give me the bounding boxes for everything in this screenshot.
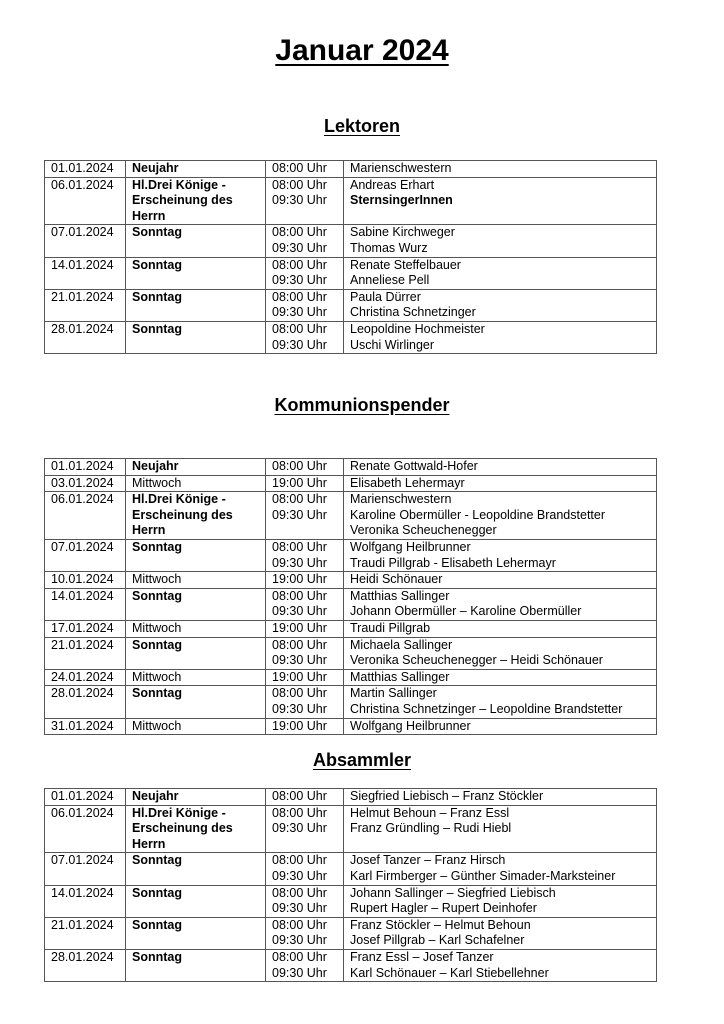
day-cell: Sonntag xyxy=(126,853,266,885)
name-text: Matthias Sallinger xyxy=(350,588,450,603)
time-text: 08:00 Uhr xyxy=(272,885,327,900)
date-cell: 03.01.2024 xyxy=(45,475,126,492)
date-cell: 06.01.2024 xyxy=(45,805,126,853)
time-cell xyxy=(266,289,344,321)
time-cell xyxy=(266,949,344,981)
names-cell xyxy=(344,572,657,589)
table-row xyxy=(45,225,657,257)
day-cell: Neujahr xyxy=(126,789,266,806)
names-cell xyxy=(344,885,657,917)
name-text: Franz Gründling – Rudi Hiebl xyxy=(350,821,512,836)
time-text: 09:30 Uhr xyxy=(272,653,327,668)
time-text: 09:30 Uhr xyxy=(272,273,327,288)
day-cell: Sonntag xyxy=(126,917,266,949)
name-text: Renate Steffelbauer xyxy=(350,257,461,272)
day-cell: Sonntag xyxy=(126,588,266,620)
date-cell: 28.01.2024 xyxy=(45,686,126,718)
lektoren-table xyxy=(44,160,657,354)
date-cell: 21.01.2024 xyxy=(45,917,126,949)
table-row xyxy=(45,917,657,949)
name-text: Franz Essl – Josef Tanzer xyxy=(350,949,494,964)
day-cell: Neujahr xyxy=(126,161,266,178)
table-row xyxy=(45,669,657,686)
day-cell: Hl.Drei Könige - Erscheinung des Herrn xyxy=(126,805,266,853)
names-cell xyxy=(344,686,657,718)
names-cell xyxy=(344,225,657,257)
time-text: 08:00 Uhr xyxy=(272,686,327,701)
time-text: 08:00 Uhr xyxy=(272,637,327,652)
names-cell xyxy=(344,492,657,540)
date-cell: 21.01.2024 xyxy=(45,289,126,321)
date-cell: 06.01.2024 xyxy=(45,492,126,540)
time-cell xyxy=(266,572,344,589)
name-text: Anneliese Pell xyxy=(350,273,430,288)
date-cell: 31.01.2024 xyxy=(45,718,126,735)
name-text: Veronika Scheuchenegger xyxy=(350,523,497,538)
time-cell xyxy=(266,492,344,540)
table-row xyxy=(45,177,657,225)
names-cell xyxy=(344,257,657,289)
absammler-table xyxy=(44,788,657,982)
table-row xyxy=(45,539,657,571)
name-text: Josef Pillgrab – Karl Schafelner xyxy=(350,933,525,948)
day-cell: Sonntag xyxy=(126,885,266,917)
date-cell: 10.01.2024 xyxy=(45,572,126,589)
date-cell: 24.01.2024 xyxy=(45,669,126,686)
time-cell xyxy=(266,686,344,718)
date-cell: 21.01.2024 xyxy=(45,637,126,669)
time-text: 08:00 Uhr xyxy=(272,321,327,336)
time-text: 19:00 Uhr xyxy=(272,620,327,635)
time-cell xyxy=(266,588,344,620)
name-text: Helmut Behoun – Franz Essl xyxy=(350,805,510,820)
names-cell xyxy=(344,789,657,806)
time-text: 09:30 Uhr xyxy=(272,868,327,883)
names-cell xyxy=(344,620,657,637)
time-text: 08:00 Uhr xyxy=(272,161,327,175)
date-cell: 07.01.2024 xyxy=(45,225,126,257)
time-text: 19:00 Uhr xyxy=(272,718,327,733)
day-cell: Mittwoch xyxy=(126,572,266,589)
time-text: 08:00 Uhr xyxy=(272,917,327,932)
time-text: 08:00 Uhr xyxy=(272,805,327,820)
page-title: Januar 2024 xyxy=(275,34,449,67)
time-text: 08:00 Uhr xyxy=(272,289,327,304)
time-text: 19:00 Uhr xyxy=(272,669,327,684)
table-row xyxy=(45,459,657,476)
names-cell xyxy=(344,637,657,669)
time-cell xyxy=(266,885,344,917)
date-cell: 17.01.2024 xyxy=(45,620,126,637)
table-row xyxy=(45,572,657,589)
time-text: 09:30 Uhr xyxy=(272,507,327,522)
names-cell xyxy=(344,669,657,686)
date-cell: 07.01.2024 xyxy=(45,539,126,571)
name-text: Traudi Pillgrab - Elisabeth Lehermayr xyxy=(350,555,556,570)
table-row xyxy=(45,492,657,540)
table-row xyxy=(45,789,657,806)
name-text: Karoline Obermüller - Leopoldine Brandstetter xyxy=(350,507,605,522)
names-cell xyxy=(344,459,657,476)
name-text: Leopoldine Hochmeister xyxy=(350,321,485,336)
time-text: 09:30 Uhr xyxy=(272,901,327,916)
time-text: 08:00 Uhr xyxy=(272,789,327,803)
table-row xyxy=(45,475,657,492)
time-text: 09:30 Uhr xyxy=(272,337,327,352)
day-cell: Sonntag xyxy=(126,225,266,257)
time-text: 08:00 Uhr xyxy=(272,949,327,964)
name-text: Uschi Wirlinger xyxy=(350,337,435,352)
names-cell xyxy=(344,949,657,981)
name-text: Elisabeth Lehermayr xyxy=(350,475,465,490)
day-cell: Sonntag xyxy=(126,637,266,669)
time-text: 09:30 Uhr xyxy=(272,555,327,570)
names-cell xyxy=(344,289,657,321)
section-title-absammler: Absammler xyxy=(312,750,412,770)
names-cell xyxy=(344,539,657,571)
day-cell: Sonntag xyxy=(126,539,266,571)
table-row xyxy=(45,321,657,353)
time-text: 19:00 Uhr xyxy=(272,572,327,587)
name-text: Marienschwestern xyxy=(350,492,452,507)
table-row xyxy=(45,805,657,853)
time-cell xyxy=(266,805,344,853)
names-cell xyxy=(344,321,657,353)
name-text: Wolfgang Heilbrunner xyxy=(350,539,471,554)
name-text: Rupert Hagler – Rupert Deinhofer xyxy=(350,901,537,916)
name-text: SternsingerInnen xyxy=(350,193,453,208)
name-text: Karl Schönauer – Karl Stiebellehner xyxy=(350,965,549,980)
names-cell xyxy=(344,177,657,225)
date-cell: 01.01.2024 xyxy=(45,459,126,476)
names-cell xyxy=(344,853,657,885)
time-cell xyxy=(266,257,344,289)
time-text: 09:30 Uhr xyxy=(272,240,327,255)
time-text: 08:00 Uhr xyxy=(272,177,327,192)
table-row xyxy=(45,257,657,289)
time-cell xyxy=(266,475,344,492)
day-cell: Sonntag xyxy=(126,289,266,321)
time-text: 08:00 Uhr xyxy=(272,225,327,240)
name-text: Veronika Scheuchenegger – Heidi Schönauer xyxy=(350,653,603,668)
name-text: Thomas Wurz xyxy=(350,240,428,255)
day-cell: Hl.Drei Könige - Erscheinung des Herrn xyxy=(126,177,266,225)
day-cell: Sonntag xyxy=(126,257,266,289)
name-text: Sabine Kirchweger xyxy=(350,225,455,240)
section-title-lektoren: Lektoren xyxy=(323,116,401,136)
table-row xyxy=(45,637,657,669)
table-row xyxy=(45,289,657,321)
time-cell xyxy=(266,917,344,949)
names-cell xyxy=(344,475,657,492)
day-cell: Hl.Drei Könige - Erscheinung des Herrn xyxy=(126,492,266,540)
time-cell xyxy=(266,637,344,669)
time-text: 09:30 Uhr xyxy=(272,965,327,980)
day-cell: Mittwoch xyxy=(126,669,266,686)
names-cell xyxy=(344,718,657,735)
name-text: Karl Firmberger – Günther Simader-Marksteiner xyxy=(350,868,616,883)
name-text: Michaela Sallinger xyxy=(350,637,453,652)
name-text: Renate Gottwald-Hofer xyxy=(350,459,478,473)
time-text: 09:30 Uhr xyxy=(272,933,327,948)
name-text: Christina Schnetzinger xyxy=(350,305,476,320)
name-text: Matthias Sallinger xyxy=(350,669,450,684)
table-row xyxy=(45,885,657,917)
time-cell xyxy=(266,321,344,353)
table-row xyxy=(45,620,657,637)
name-text: Christina Schnetzinger – Leopoldine Brandstetter xyxy=(350,701,623,716)
name-text: Andreas Erhart xyxy=(350,177,435,192)
names-cell xyxy=(344,917,657,949)
date-cell: 07.01.2024 xyxy=(45,853,126,885)
date-cell: 28.01.2024 xyxy=(45,321,126,353)
time-cell xyxy=(266,177,344,225)
day-cell: Mittwoch xyxy=(126,475,266,492)
name-text: Wolfgang Heilbrunner xyxy=(350,718,471,733)
time-text: 09:30 Uhr xyxy=(272,604,327,619)
name-text: Johann Obermüller – Karoline Obermüller xyxy=(350,604,582,619)
name-text: Siegfried Liebisch – Franz Stöckler xyxy=(350,789,544,803)
time-cell xyxy=(266,853,344,885)
time-cell xyxy=(266,789,344,806)
table-row xyxy=(45,686,657,718)
day-cell: Sonntag xyxy=(126,949,266,981)
name-text: Marienschwestern xyxy=(350,161,452,175)
name-text: Johann Sallinger – Siegfried Liebisch xyxy=(350,885,556,900)
names-cell xyxy=(344,805,657,853)
date-cell: 06.01.2024 xyxy=(45,177,126,225)
time-cell xyxy=(266,718,344,735)
time-text: 09:30 Uhr xyxy=(272,821,327,836)
name-text: Josef Tanzer – Franz Hirsch xyxy=(350,853,506,868)
day-cell: Mittwoch xyxy=(126,718,266,735)
time-cell xyxy=(266,459,344,476)
time-text: 08:00 Uhr xyxy=(272,459,327,473)
time-text: 09:30 Uhr xyxy=(272,701,327,716)
table-row xyxy=(45,718,657,735)
name-text: Traudi Pillgrab xyxy=(350,620,431,635)
time-text: 08:00 Uhr xyxy=(272,539,327,554)
time-cell xyxy=(266,225,344,257)
time-text: 08:00 Uhr xyxy=(272,492,327,507)
table-row xyxy=(45,949,657,981)
time-cell xyxy=(266,669,344,686)
names-cell xyxy=(344,161,657,178)
table-row xyxy=(45,588,657,620)
name-text: Martin Sallinger xyxy=(350,686,437,701)
day-cell: Mittwoch xyxy=(126,620,266,637)
date-cell: 14.01.2024 xyxy=(45,257,126,289)
day-cell: Sonntag xyxy=(126,686,266,718)
time-text: 08:00 Uhr xyxy=(272,853,327,868)
date-cell: 01.01.2024 xyxy=(45,161,126,178)
date-cell: 28.01.2024 xyxy=(45,949,126,981)
name-text: Franz Stöckler – Helmut Behoun xyxy=(350,917,531,932)
time-cell xyxy=(266,539,344,571)
day-cell: Sonntag xyxy=(126,321,266,353)
date-cell: 14.01.2024 xyxy=(45,885,126,917)
time-text: 19:00 Uhr xyxy=(272,475,327,490)
table-row xyxy=(45,853,657,885)
date-cell: 01.01.2024 xyxy=(45,789,126,806)
table-row xyxy=(45,161,657,178)
names-cell xyxy=(344,588,657,620)
time-text: 08:00 Uhr xyxy=(272,257,327,272)
name-text: Paula Dürrer xyxy=(350,289,421,304)
date-cell: 14.01.2024 xyxy=(45,588,126,620)
section-title-kommunionspender: Kommunionspender xyxy=(274,395,450,415)
time-text: 08:00 Uhr xyxy=(272,588,327,603)
time-cell xyxy=(266,161,344,178)
time-text: 09:30 Uhr xyxy=(272,193,327,208)
time-text: 09:30 Uhr xyxy=(272,305,327,320)
kommunionspender-table xyxy=(44,458,657,735)
day-cell: Neujahr xyxy=(126,459,266,476)
name-text: Heidi Schönauer xyxy=(350,572,443,587)
time-cell xyxy=(266,620,344,637)
